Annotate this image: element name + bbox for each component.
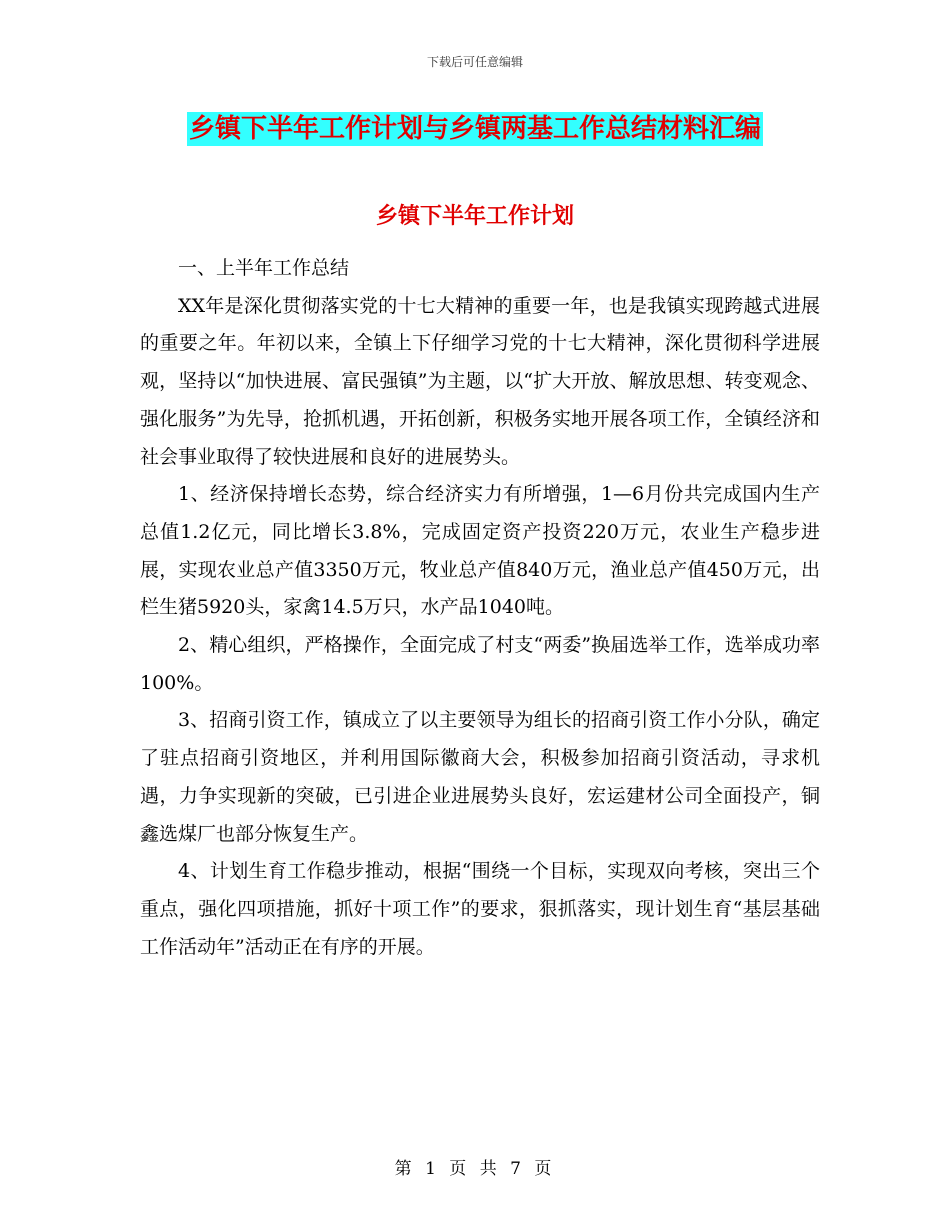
paragraph: XX年是深化贯彻落实党的十七大精神的重要一年，也是我镇实现跨越式进展的重要之年。年初以来，全镇上下仔细学习党的十七大精神，深化贯彻科学进展观，坚持以“加快进展、富民强镇”为主题，以“扩大开放、解放思想、转变观念、强化服务”为先导，抢抓机遇，开拓创新，积极务实地开展各项工作，全镇经济和社会事业取得了较快进展和良好的进展势头。 xyxy=(140,294,820,468)
document-title: 乡镇下半年工作计划与乡镇两基工作总结材料汇编 xyxy=(188,114,761,144)
paragraph: 1、经济保持增长态势，综合经济实力有所增强，1—6月份共完成国内生产总值1.2亿元，同比增长3.8%，完成固定资产投资220万元，农业生产稳步进展，实现农业总产值3350万元，牧业总产值840万元，渔业总产值450万元，出栏生猪5920头，家禽14.5万只，水产品1040吨。 xyxy=(140,483,820,619)
document-body xyxy=(140,250,820,966)
page-number: 第 1 页 共 7 页 xyxy=(394,1159,556,1179)
paragraph: 4、计划生育工作稳步推动，根据“围绕一个目标，实现双向考核，突出三个重点，强化四项措施，抓好十项工作”的要求，狠抓落实，现计划生育“基层基础工作活动年”活动正在有序的开展。 xyxy=(140,860,820,958)
header-note: 下载后可任意编辑 xyxy=(426,55,523,69)
paragraph: 3、招商引资工作，镇成立了以主要领导为组长的招商引资工作小分队，确定了驻点招商引资地区，并利用国际徽商大会，积极参加招商引资活动，寻求机遇，力争实现新的突破，已引进企业进展势头良好，宏运建材公司全面投产，铜鑫选煤厂也部分恢复生产。 xyxy=(140,709,820,845)
section-heading: 一、上半年工作总结 xyxy=(178,257,350,279)
paragraph: 2、精心组织，严格操作，全面完成了村支“两委”换届选举工作，选举成功率100%。 xyxy=(140,634,820,694)
document-title-container xyxy=(0,112,950,146)
section-title: 乡镇下半年工作计划 xyxy=(375,204,574,229)
